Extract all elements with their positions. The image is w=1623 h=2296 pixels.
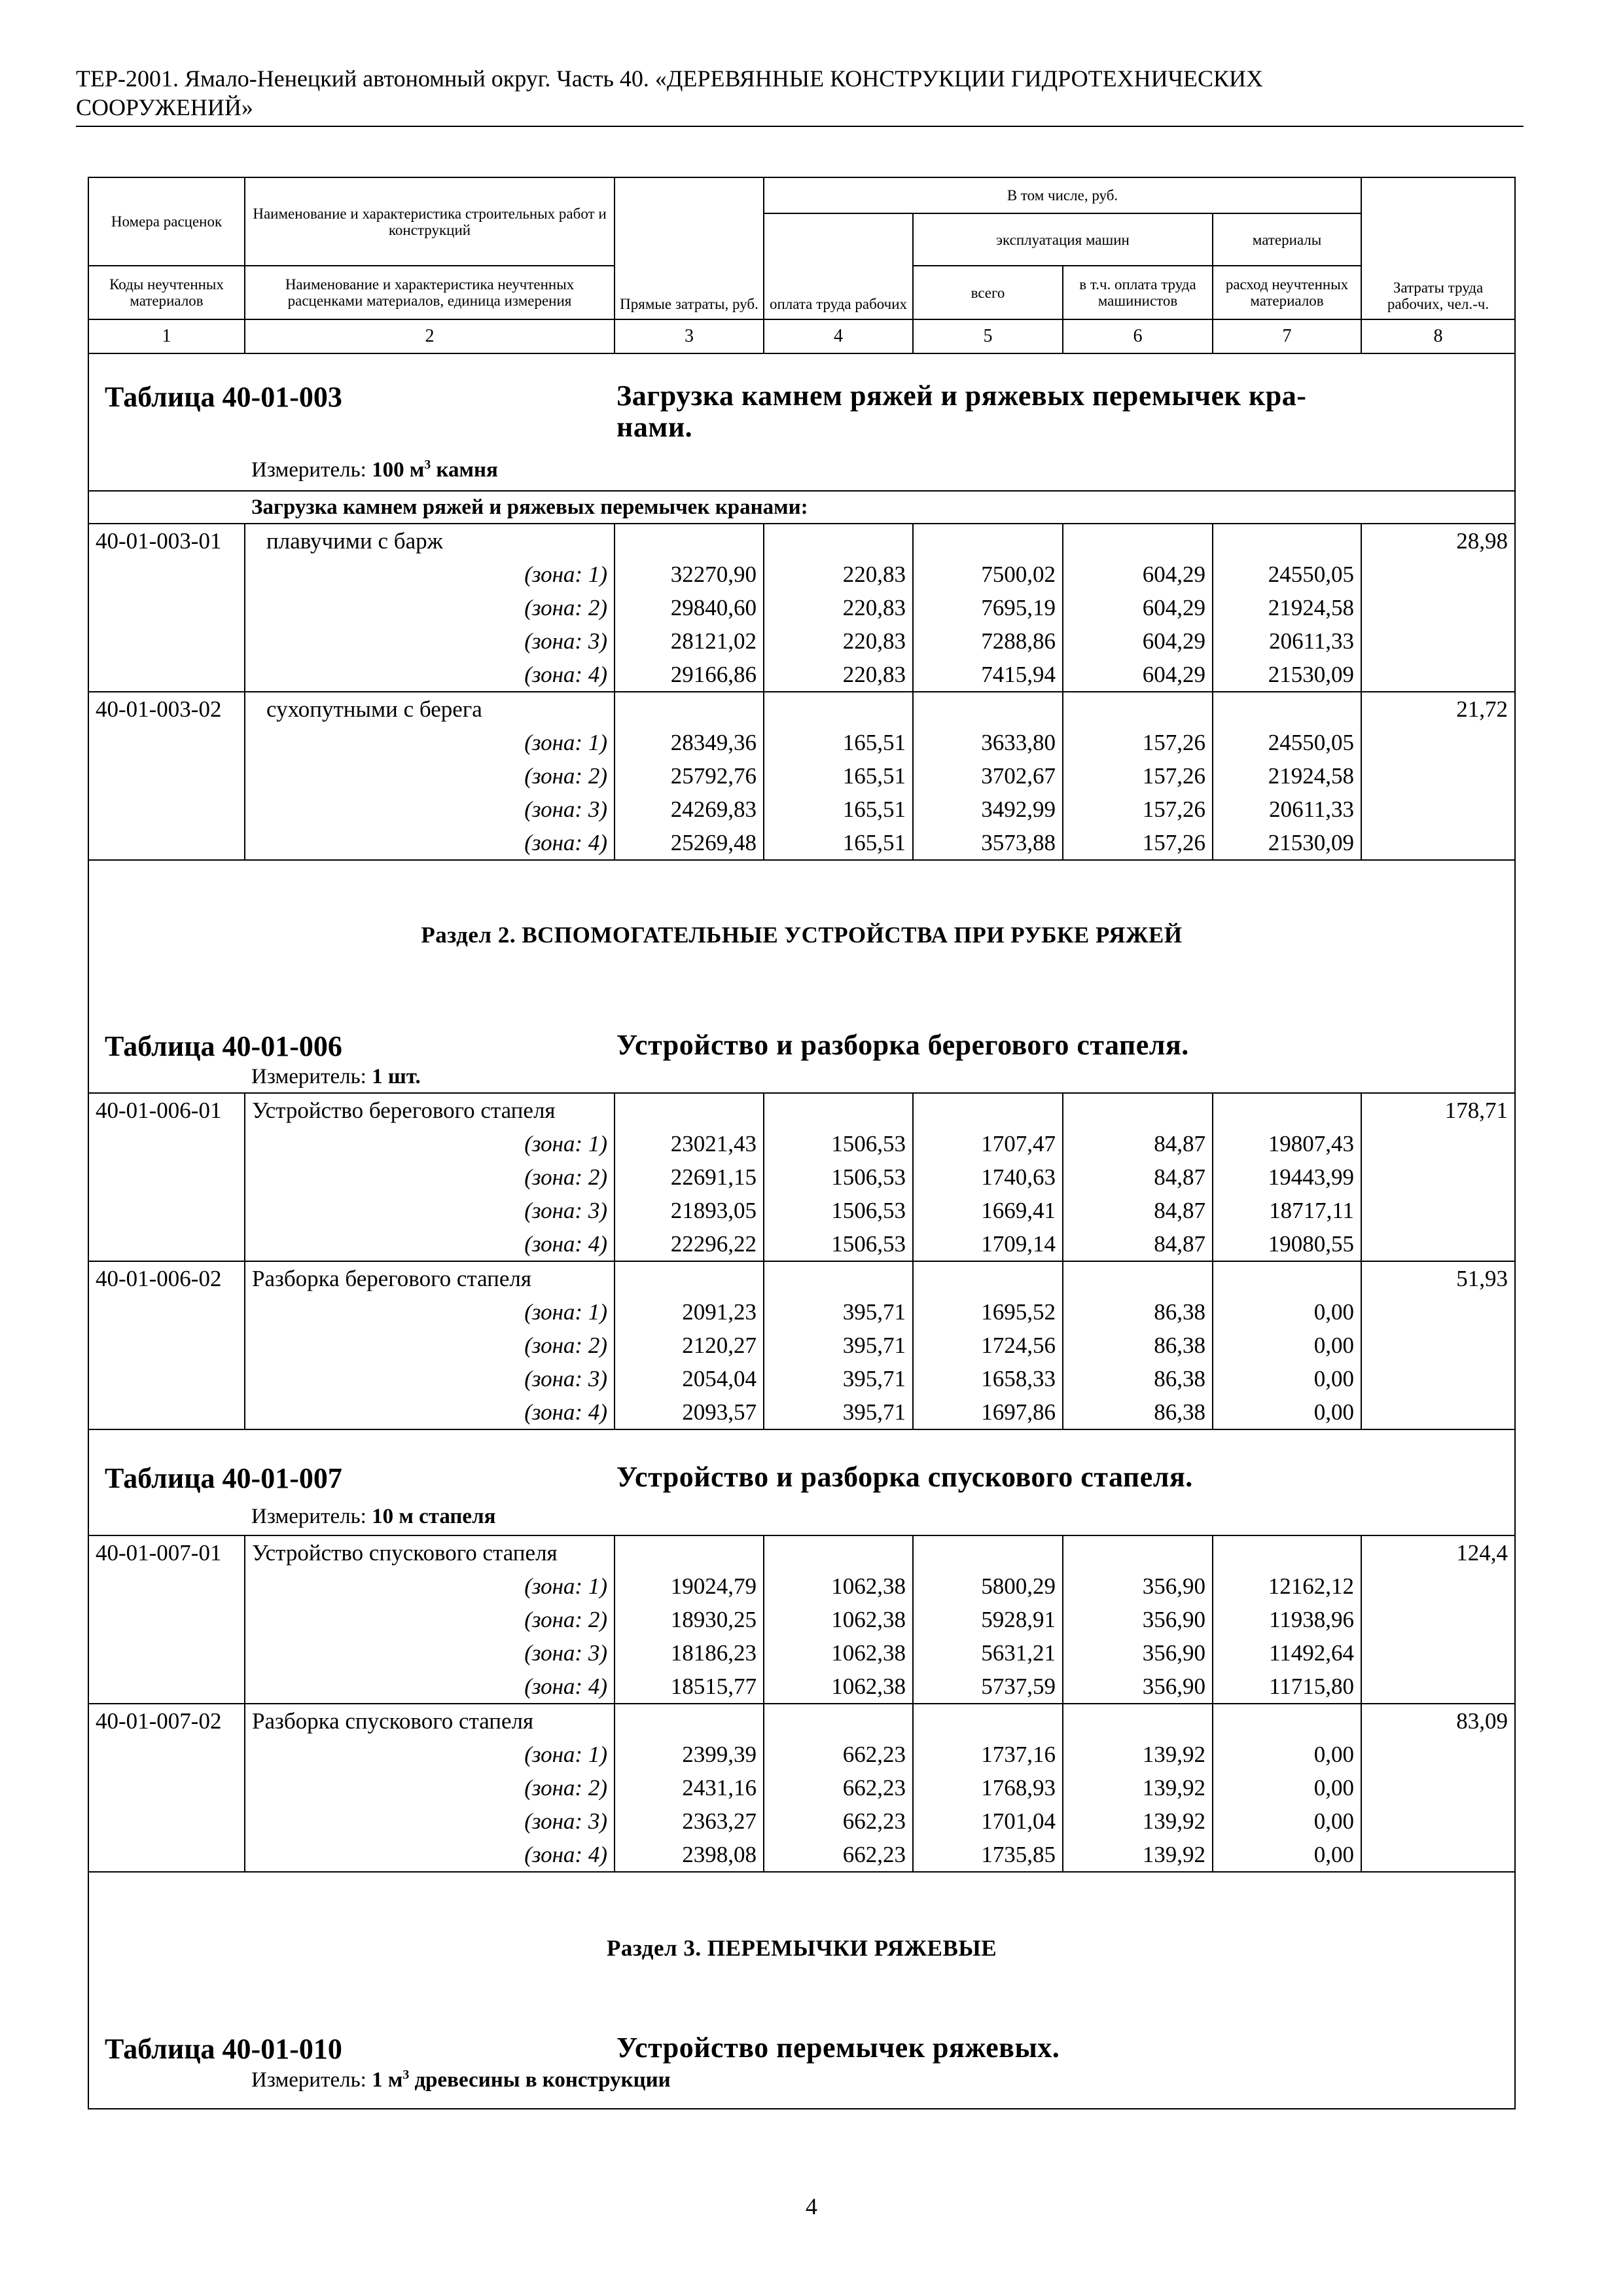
table-row bbox=[88, 1535, 1515, 1570]
section-title: Раздел 2. ВСПОМОГАТЕЛЬНЫЕ УСТРОЙСТВА ПРИ РУБКЕ РЯЖЕЙ bbox=[88, 860, 1515, 1009]
running-header-line-1: ТЕР-2001. Ямало-Ненецкий автономный округ. Часть 40. «ДЕРЕВЯННЫЕ КОНСТРУКЦИИ ГИДРОТЕХНИЧЕСКИХ bbox=[76, 65, 1264, 92]
labor-pay: 662,23 bbox=[764, 1738, 913, 1771]
zone-label: (зона: 4) bbox=[245, 1838, 615, 1872]
machinists-pay: 157,26 bbox=[1063, 826, 1213, 860]
table-name-line-1: Загрузка камнем ряжей и ряжевых перемычек кра- bbox=[616, 380, 1307, 412]
rate-code: 40-01-003-01 bbox=[88, 524, 245, 558]
zone-label: (зона: 4) bbox=[245, 658, 615, 692]
item-group bbox=[88, 1704, 1515, 1872]
page-number: 4 bbox=[806, 2193, 817, 2219]
table-row bbox=[88, 624, 1515, 658]
table-unit bbox=[251, 1505, 495, 1529]
labor-pay: 662,23 bbox=[764, 1838, 913, 1872]
table-row bbox=[88, 1329, 1515, 1362]
direct-cost: 18186,23 bbox=[615, 1636, 764, 1670]
zone-label: (зона: 1) bbox=[245, 1295, 615, 1329]
machines-total: 1707,47 bbox=[913, 1127, 1063, 1160]
labor-pay: 220,83 bbox=[764, 658, 913, 692]
materials-cost: 21924,58 bbox=[1213, 759, 1361, 793]
table-number: Таблица 40-01-003 bbox=[105, 381, 342, 413]
section-2 bbox=[88, 860, 1515, 1009]
table-row bbox=[88, 1261, 1515, 1295]
labor-pay: 395,71 bbox=[764, 1362, 913, 1395]
machines-total: 1695,52 bbox=[913, 1295, 1063, 1329]
materials-cost: 24550,05 bbox=[1213, 726, 1361, 759]
machines-total: 1701,04 bbox=[913, 1804, 1063, 1838]
table-title-block bbox=[88, 1429, 1515, 1535]
machines-total: 3492,99 bbox=[913, 793, 1063, 826]
item-group bbox=[88, 1535, 1515, 1704]
materials-cost: 12162,12 bbox=[1213, 1570, 1361, 1603]
materials-cost: 0,00 bbox=[1213, 1295, 1361, 1329]
direct-cost: 29166,86 bbox=[615, 658, 764, 692]
machines-total: 1697,86 bbox=[913, 1395, 1063, 1429]
col-number: 3 bbox=[615, 319, 764, 353]
col-4-header: оплата труда рабочих bbox=[764, 213, 913, 319]
machinists-pay: 86,38 bbox=[1063, 1329, 1213, 1362]
direct-cost: 29840,60 bbox=[615, 591, 764, 624]
zone-label: (зона: 3) bbox=[245, 1194, 615, 1227]
materials-cost: 20611,33 bbox=[1213, 624, 1361, 658]
header-rule bbox=[76, 126, 1524, 127]
labor-pay: 395,71 bbox=[764, 1295, 913, 1329]
labor-cost: 124,4 bbox=[1361, 1535, 1515, 1570]
machinists-pay: 604,29 bbox=[1063, 624, 1213, 658]
col-number: 5 bbox=[913, 319, 1063, 353]
col-3-header: Прямые затраты, руб. bbox=[615, 177, 764, 319]
materials-cost: 0,00 bbox=[1213, 1804, 1361, 1838]
machines-total: 1737,16 bbox=[913, 1738, 1063, 1771]
table-row bbox=[88, 692, 1515, 726]
machinists-pay: 604,29 bbox=[1063, 558, 1213, 591]
materials-cost: 19080,55 bbox=[1213, 1227, 1361, 1261]
machines-total: 7288,86 bbox=[913, 624, 1063, 658]
labor-pay: 165,51 bbox=[764, 826, 913, 860]
table-title-block bbox=[88, 1009, 1515, 1093]
machinists-pay: 356,90 bbox=[1063, 1570, 1213, 1603]
labor-pay: 1506,53 bbox=[764, 1160, 913, 1194]
machinists-pay: 84,87 bbox=[1063, 1127, 1213, 1160]
direct-cost: 25792,76 bbox=[615, 759, 764, 793]
unit-label: Измеритель: bbox=[251, 1505, 372, 1528]
labor-pay: 1506,53 bbox=[764, 1227, 913, 1261]
zone-label: (зона: 1) bbox=[245, 1738, 615, 1771]
table-subtitle: Загрузка камнем ряжей и ряжевых перемычек кранами: bbox=[251, 495, 808, 519]
machinists-pay: 604,29 bbox=[1063, 591, 1213, 624]
table-row bbox=[88, 591, 1515, 624]
unit-value: 10 м стапеля bbox=[372, 1505, 496, 1528]
labor-pay: 165,51 bbox=[764, 759, 913, 793]
col-number: 6 bbox=[1063, 319, 1213, 353]
labor-pay: 1062,38 bbox=[764, 1636, 913, 1670]
zone-label: (зона: 4) bbox=[245, 1670, 615, 1704]
machinists-pay: 139,92 bbox=[1063, 1838, 1213, 1872]
machines-total: 3573,88 bbox=[913, 826, 1063, 860]
col-2-bottom: Наименование и характеристика неучтенных расценками материалов, единица измерения bbox=[245, 266, 615, 319]
table-row bbox=[88, 793, 1515, 826]
direct-cost: 25269,48 bbox=[615, 826, 764, 860]
col-7-header: расход неучтенных материалов bbox=[1213, 266, 1361, 319]
machines-total: 1709,14 bbox=[913, 1227, 1063, 1261]
labor-cost: 83,09 bbox=[1361, 1704, 1515, 1738]
materials-cost: 20611,33 bbox=[1213, 793, 1361, 826]
machines-total: 1735,85 bbox=[913, 1838, 1063, 1872]
rate-code: 40-01-007-02 bbox=[88, 1704, 245, 1738]
machinists-pay: 157,26 bbox=[1063, 793, 1213, 826]
labor-pay: 395,71 bbox=[764, 1395, 913, 1429]
table-row bbox=[88, 1738, 1515, 1771]
col-number: 8 bbox=[1361, 319, 1515, 353]
labor-pay: 395,71 bbox=[764, 1329, 913, 1362]
machinists-pay: 86,38 bbox=[1063, 1295, 1213, 1329]
unit-value: 100 $м^3$ камня bbox=[372, 457, 498, 482]
labor-pay: 165,51 bbox=[764, 793, 913, 826]
rate-code: 40-01-007-01 bbox=[88, 1535, 245, 1570]
materials-cost: 0,00 bbox=[1213, 1362, 1361, 1395]
section-title: Раздел 3. ПЕРЕМЫЧКИ РЯЖЕВЫЕ bbox=[88, 1872, 1515, 2024]
labor-pay: 1062,38 bbox=[764, 1670, 913, 1704]
col-number: 2 bbox=[245, 319, 615, 353]
machines-total: 1669,41 bbox=[913, 1194, 1063, 1227]
item-group bbox=[88, 1261, 1515, 1429]
labor-pay: 1506,53 bbox=[764, 1194, 913, 1227]
table-number: Таблица 40-01-006 bbox=[105, 1030, 342, 1062]
running-header-line-2: СООРУЖЕНИЙ» bbox=[76, 94, 253, 120]
zone-label: (зона: 4) bbox=[245, 1395, 615, 1429]
labor-pay: 1062,38 bbox=[764, 1570, 913, 1603]
direct-cost: 22296,22 bbox=[615, 1227, 764, 1261]
labor-pay: 662,23 bbox=[764, 1771, 913, 1804]
running-header bbox=[76, 64, 1524, 122]
labor-pay: 165,51 bbox=[764, 726, 913, 759]
zone-label: (зона: 2) bbox=[245, 1329, 615, 1362]
labor-cost: 178,71 bbox=[1361, 1093, 1515, 1127]
materials-cost: 11492,64 bbox=[1213, 1636, 1361, 1670]
direct-cost: 2431,16 bbox=[615, 1771, 764, 1804]
table-40-01-007 bbox=[88, 1429, 1515, 1535]
machinists-pay: 139,92 bbox=[1063, 1771, 1213, 1804]
direct-cost: 2120,27 bbox=[615, 1329, 764, 1362]
machines-total: 7500,02 bbox=[913, 558, 1063, 591]
materials-cost: 0,00 bbox=[1213, 1395, 1361, 1429]
direct-cost: 2363,27 bbox=[615, 1804, 764, 1838]
table-row bbox=[88, 1570, 1515, 1603]
table-number: Таблица 40-01-007 bbox=[105, 1462, 342, 1494]
zone-label: (зона: 2) bbox=[245, 1160, 615, 1194]
table-row bbox=[88, 1804, 1515, 1838]
machines-total: 5631,21 bbox=[913, 1636, 1063, 1670]
materials-cost: 21530,09 bbox=[1213, 826, 1361, 860]
labor-pay: 220,83 bbox=[764, 558, 913, 591]
table-row bbox=[88, 1704, 1515, 1738]
zone-label: (зона: 2) bbox=[245, 1603, 615, 1636]
direct-cost: 23021,43 bbox=[615, 1127, 764, 1160]
direct-cost: 2054,04 bbox=[615, 1362, 764, 1395]
materials-cost: 11715,80 bbox=[1213, 1670, 1361, 1704]
table-40-01-003 bbox=[88, 353, 1515, 524]
work-name: сухопутными с берега bbox=[245, 692, 615, 726]
labor-pay: 220,83 bbox=[764, 591, 913, 624]
col-2-top: Наименование и характеристика строительных работ и конструкций bbox=[245, 177, 615, 266]
zone-label: (зона: 3) bbox=[245, 624, 615, 658]
rate-code: 40-01-003-02 bbox=[88, 692, 245, 726]
table-row bbox=[88, 1670, 1515, 1704]
zone-label: (зона: 1) bbox=[245, 1127, 615, 1160]
machinists-pay: 84,87 bbox=[1063, 1227, 1213, 1261]
table-row bbox=[88, 658, 1515, 692]
table-name: Устройство и разборка спускового стапеля. bbox=[616, 1461, 1193, 1493]
table-row bbox=[88, 1227, 1515, 1261]
labor-cost: 28,98 bbox=[1361, 524, 1515, 558]
materials-cost: 0,00 bbox=[1213, 1771, 1361, 1804]
materials-cost: 21530,09 bbox=[1213, 658, 1361, 692]
zone-label: (зона: 1) bbox=[245, 1570, 615, 1603]
table-name: Устройство перемычек ряжевых. bbox=[616, 2031, 1060, 2064]
machines-total: 7695,19 bbox=[913, 591, 1063, 624]
labor-pay: 662,23 bbox=[764, 1804, 913, 1838]
table-title-block bbox=[88, 353, 1515, 491]
machines-total: 3702,67 bbox=[913, 759, 1063, 793]
machines-total: 1658,33 bbox=[913, 1362, 1063, 1395]
rate-code: 40-01-006-01 bbox=[88, 1093, 245, 1127]
machines-total: 5737,59 bbox=[913, 1670, 1063, 1704]
direct-cost: 19024,79 bbox=[615, 1570, 764, 1603]
unit-label: Измеритель: bbox=[251, 2068, 372, 2092]
table-row bbox=[88, 1295, 1515, 1329]
machines-total: 1724,56 bbox=[913, 1329, 1063, 1362]
table-row bbox=[88, 1160, 1515, 1194]
machinists-pay: 139,92 bbox=[1063, 1738, 1213, 1771]
zone-label: (зона: 3) bbox=[245, 1636, 615, 1670]
labor-cost: 51,93 bbox=[1361, 1261, 1515, 1295]
col-1-bottom: Коды неучтенных материалов bbox=[88, 266, 245, 319]
unit-value: 1 $м^3$ древесины в конструкции bbox=[372, 2067, 671, 2092]
machinists-pay: 356,90 bbox=[1063, 1670, 1213, 1704]
table-row bbox=[88, 826, 1515, 860]
table-40-01-010 bbox=[88, 2024, 1515, 2109]
labor-pay: 1506,53 bbox=[764, 1127, 913, 1160]
col-8-header: Затраты труда рабочих, чел.-ч. bbox=[1361, 177, 1515, 319]
machines-total: 5800,29 bbox=[913, 1570, 1063, 1603]
incl-header: В том числе, руб. bbox=[764, 177, 1361, 213]
direct-cost: 28121,02 bbox=[615, 624, 764, 658]
machines-total: 7415,94 bbox=[913, 658, 1063, 692]
work-name: плавучими с барж bbox=[245, 524, 615, 558]
table-row bbox=[88, 1838, 1515, 1872]
materials-cost: 18717,11 bbox=[1213, 1194, 1361, 1227]
machinists-pay: 356,90 bbox=[1063, 1636, 1213, 1670]
col-number: 1 bbox=[88, 319, 245, 353]
work-name: Устройство спускового стапеля bbox=[245, 1535, 615, 1570]
table-subtitle-block bbox=[88, 491, 1515, 524]
direct-cost: 32270,90 bbox=[615, 558, 764, 591]
zone-label: (зона: 3) bbox=[245, 793, 615, 826]
table-unit bbox=[251, 457, 498, 482]
unit-label: Измеритель: bbox=[251, 1064, 372, 1088]
zone-label: (зона: 1) bbox=[245, 726, 615, 759]
direct-cost: 2399,39 bbox=[615, 1738, 764, 1771]
work-name: Разборка берегового стапеля bbox=[245, 1261, 615, 1295]
zone-label: (зона: 4) bbox=[245, 1227, 615, 1261]
zone-label: (зона: 2) bbox=[245, 759, 615, 793]
materials-header: материалы bbox=[1213, 213, 1361, 266]
table-row bbox=[88, 1362, 1515, 1395]
table-row bbox=[88, 726, 1515, 759]
table-row bbox=[88, 558, 1515, 591]
direct-cost: 2093,57 bbox=[615, 1395, 764, 1429]
work-name: Устройство берегового стапеля bbox=[245, 1093, 615, 1127]
unit-value: 1 шт. bbox=[372, 1064, 421, 1088]
table-40-01-006 bbox=[88, 1009, 1515, 1093]
labor-pay: 1062,38 bbox=[764, 1603, 913, 1636]
table-name-line-2: нами. bbox=[616, 411, 693, 443]
table-row bbox=[88, 1127, 1515, 1160]
col-number: 7 bbox=[1213, 319, 1361, 353]
table-title-block bbox=[88, 2024, 1515, 2109]
zone-label: (зона: 4) bbox=[245, 826, 615, 860]
item-group bbox=[88, 1093, 1515, 1261]
zone-label: (зона: 3) bbox=[245, 1804, 615, 1838]
table-row bbox=[88, 1636, 1515, 1670]
zone-label: (зона: 2) bbox=[245, 591, 615, 624]
table-row bbox=[88, 759, 1515, 793]
direct-cost: 18515,77 bbox=[615, 1670, 764, 1704]
machinists-pay: 139,92 bbox=[1063, 1804, 1213, 1838]
materials-cost: 0,00 bbox=[1213, 1838, 1361, 1872]
materials-cost: 21924,58 bbox=[1213, 591, 1361, 624]
materials-cost: 19807,43 bbox=[1213, 1127, 1361, 1160]
zone-label: (зона: 2) bbox=[245, 1771, 615, 1804]
zone-label: (зона: 3) bbox=[245, 1362, 615, 1395]
col-1-top: Номера расценок bbox=[88, 177, 245, 266]
direct-cost: 24269,83 bbox=[615, 793, 764, 826]
machines-header: эксплуатация машин bbox=[913, 213, 1213, 266]
machinists-pay: 84,87 bbox=[1063, 1194, 1213, 1227]
machinists-pay: 86,38 bbox=[1063, 1362, 1213, 1395]
table-number: Таблица 40-01-010 bbox=[105, 2032, 342, 2065]
machinists-pay: 157,26 bbox=[1063, 726, 1213, 759]
zone-label: (зона: 1) bbox=[245, 558, 615, 591]
table-row bbox=[88, 1093, 1515, 1127]
col-number: 4 bbox=[764, 319, 913, 353]
table-name: Устройство и разборка берегового стапеля. bbox=[616, 1028, 1189, 1061]
table-row bbox=[88, 1771, 1515, 1804]
direct-cost: 21893,05 bbox=[615, 1194, 764, 1227]
rate-code: 40-01-006-02 bbox=[88, 1261, 245, 1295]
machines-total: 1768,93 bbox=[913, 1771, 1063, 1804]
price-table bbox=[88, 177, 1516, 2109]
table-row bbox=[88, 1395, 1515, 1429]
materials-cost: 24550,05 bbox=[1213, 558, 1361, 591]
direct-cost: 28349,36 bbox=[615, 726, 764, 759]
machines-total: 3633,80 bbox=[913, 726, 1063, 759]
table-unit bbox=[251, 1065, 421, 1089]
materials-cost: 19443,99 bbox=[1213, 1160, 1361, 1194]
machinists-pay: 157,26 bbox=[1063, 759, 1213, 793]
materials-cost: 0,00 bbox=[1213, 1738, 1361, 1771]
table-header bbox=[88, 177, 1515, 353]
labor-pay: 220,83 bbox=[764, 624, 913, 658]
direct-cost: 2398,08 bbox=[615, 1838, 764, 1872]
machinists-pay: 86,38 bbox=[1063, 1395, 1213, 1429]
col-6-header: в т.ч. оплата труда машинистов bbox=[1063, 266, 1213, 319]
labor-cost: 21,72 bbox=[1361, 692, 1515, 726]
machinists-pay: 604,29 bbox=[1063, 658, 1213, 692]
machinists-pay: 356,90 bbox=[1063, 1603, 1213, 1636]
machines-total: 5928,91 bbox=[913, 1603, 1063, 1636]
direct-cost: 18930,25 bbox=[615, 1603, 764, 1636]
materials-cost: 11938,96 bbox=[1213, 1603, 1361, 1636]
direct-cost: 2091,23 bbox=[615, 1295, 764, 1329]
machines-total: 1740,63 bbox=[913, 1160, 1063, 1194]
table-row bbox=[88, 1603, 1515, 1636]
table-row bbox=[88, 524, 1515, 558]
section-3 bbox=[88, 1872, 1515, 2024]
table-row bbox=[88, 1194, 1515, 1227]
work-name: Разборка спускового стапеля bbox=[245, 1704, 615, 1738]
materials-cost: 0,00 bbox=[1213, 1329, 1361, 1362]
machinists-pay: 84,87 bbox=[1063, 1160, 1213, 1194]
unit-label: Измеритель: bbox=[251, 458, 372, 482]
direct-cost: 22691,15 bbox=[615, 1160, 764, 1194]
item-group bbox=[88, 692, 1515, 860]
item-group bbox=[88, 524, 1515, 692]
col-5-header: всего bbox=[913, 266, 1063, 319]
table-unit bbox=[251, 2068, 671, 2092]
table-name bbox=[616, 380, 1487, 443]
